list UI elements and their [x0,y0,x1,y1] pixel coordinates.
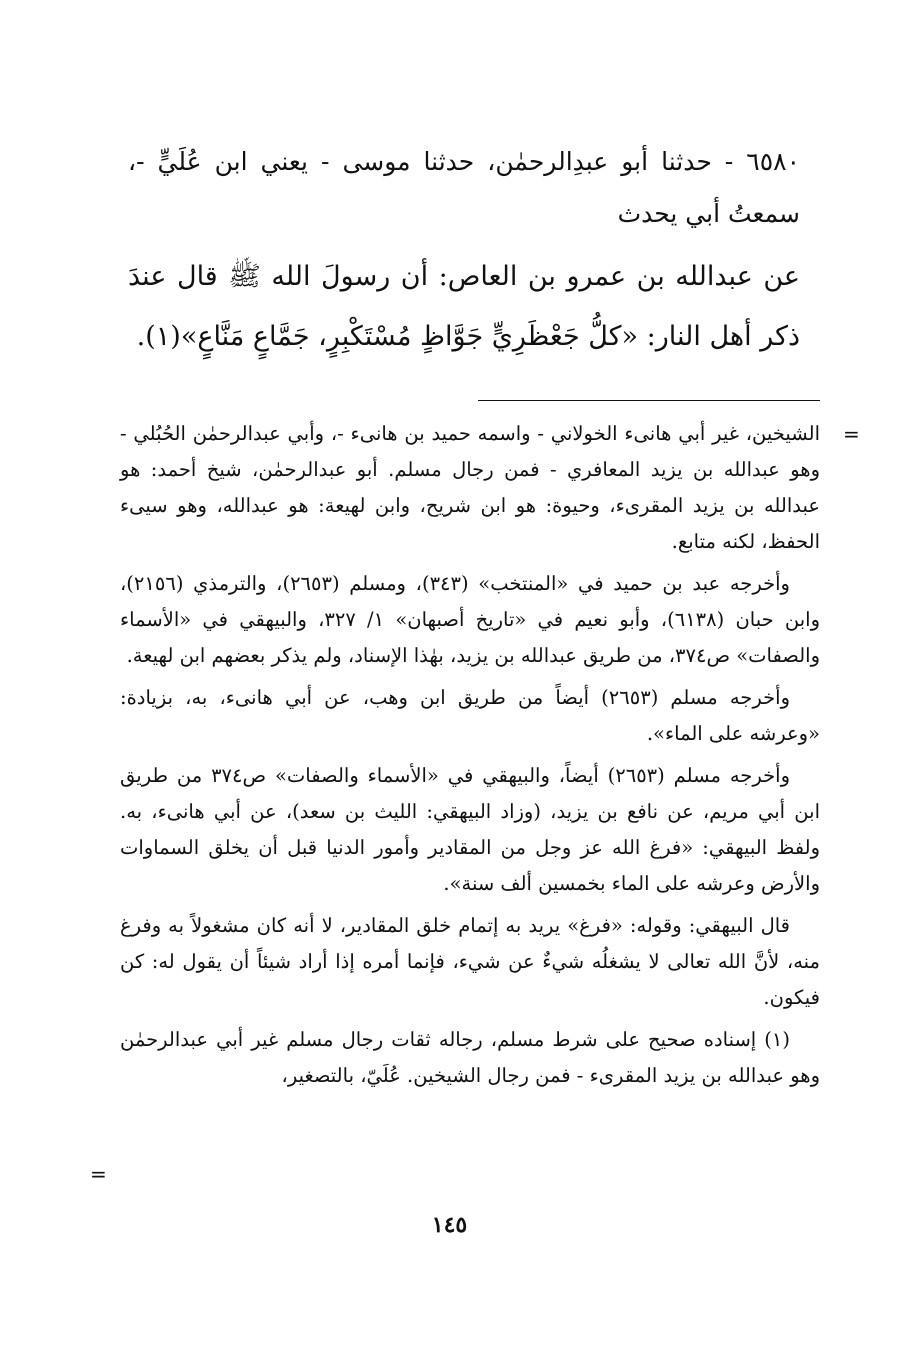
continuation-mark-top: = [843,422,860,446]
footnote-paragraph: وأخرجه مسلم (٢٦٥٣) أيضاً من طريق ابن وهب، عن أبي هانىء، به، بزيادة: «وعرشه على الماء». [120,686,820,745]
footnote-separator [478,400,820,401]
footnote-1: (١) إسناده صحيح على شرط مسلم، رجاله ثقات رجال مسلم غير أبي عبدالرحمٰن وهو عبدالله بن يزيد المقرىء - فمن رجال الشيخين. عُلَيّ، بالتصغير، [120,1028,820,1087]
hadith-matn: عن عبدالله بن عمرو بن العاص: أن رسولَ الله ﷺ قال عندَ ذكر أهل النار: «كلُّ جَعْظَرِيٍّ جَوَّاظٍ مُسْتَكْبِرٍ، جَمَّاعٍ مَنَّاعٍ»(١). [128,261,800,352]
page-number: ١٤٥ [431,1212,468,1238]
footnote-paragraph: وأخرجه عبد بن حميد في «المنتخب» (٣٤٣)، ومسلم (٢٦٥٣)، والترمذي (٢١٥٦)، وابن حبان (٦١٣٨)، وأبو نعيم في «تاريخ أصبهان» ١/ ٣٢٧، والبيهقي في «الأسماء والصفات» ص٣٧٤، من طريق عبدالله بن يزيد، بهٰذا الإسناد، ولم يذكر بعضهم ابن لهيعة. [120,572,820,667]
footnote-paragraph: قال البيهقي: وقوله: «فرغ» يريد به إتمام خلق المقادير، لا أنه كان مشغولاً به وفرغ منه، لأنَّ الله تعالى لا يشغلُه شيءٌ عن شيء، فإنما أمره إذا أراد شيئاً أن يقول له: كن فيكون. [120,914,820,1009]
footnotes [120,416,820,1100]
footnote-paragraph: الشيخين، غير أبي هانىء الخولاني - واسمه حميد بن هانىء -، وأبي عبدالرحمٰن الحُبُلي - وهو عبدالله بن يزيد المعافري - فمن رجال مسلم. أبو عبدالرحمٰن، شيخ أحمد: هو عبدالله بن يزيد المقرىء، وحيوة: هو ابن شريح، وابن لهيعة: هو عبدالله، وهو سيىء الحفظ، لكنه متابع. [120,422,820,553]
hadith-isnad: ٦٥٨٠ - حدثنا أبو عبدِالرحمٰن، حدثنا موسى - يعني ابن عُلَيٍّ -، سمعتُ أبي يحدث [128,147,800,228]
footnote-paragraph: وأخرجه مسلم (٢٦٥٣) أيضاً، والبيهقي في «الأسماء والصفات» ص٣٧٤ من طريق ابن أبي مريم، عن نافع بن يزيد، (وزاد البيهقي: الليث بن سعد)، عن أبي هانىء، به. ولفظ البيهقي: «فرغ الله عز وجل من المقادير وأمور الدنيا قبل أن يخلق السماوات والأرض وعرشه على الماء بخمسين ألف سنة». [120,764,820,895]
continuation-mark-bottom: = [90,1162,107,1186]
